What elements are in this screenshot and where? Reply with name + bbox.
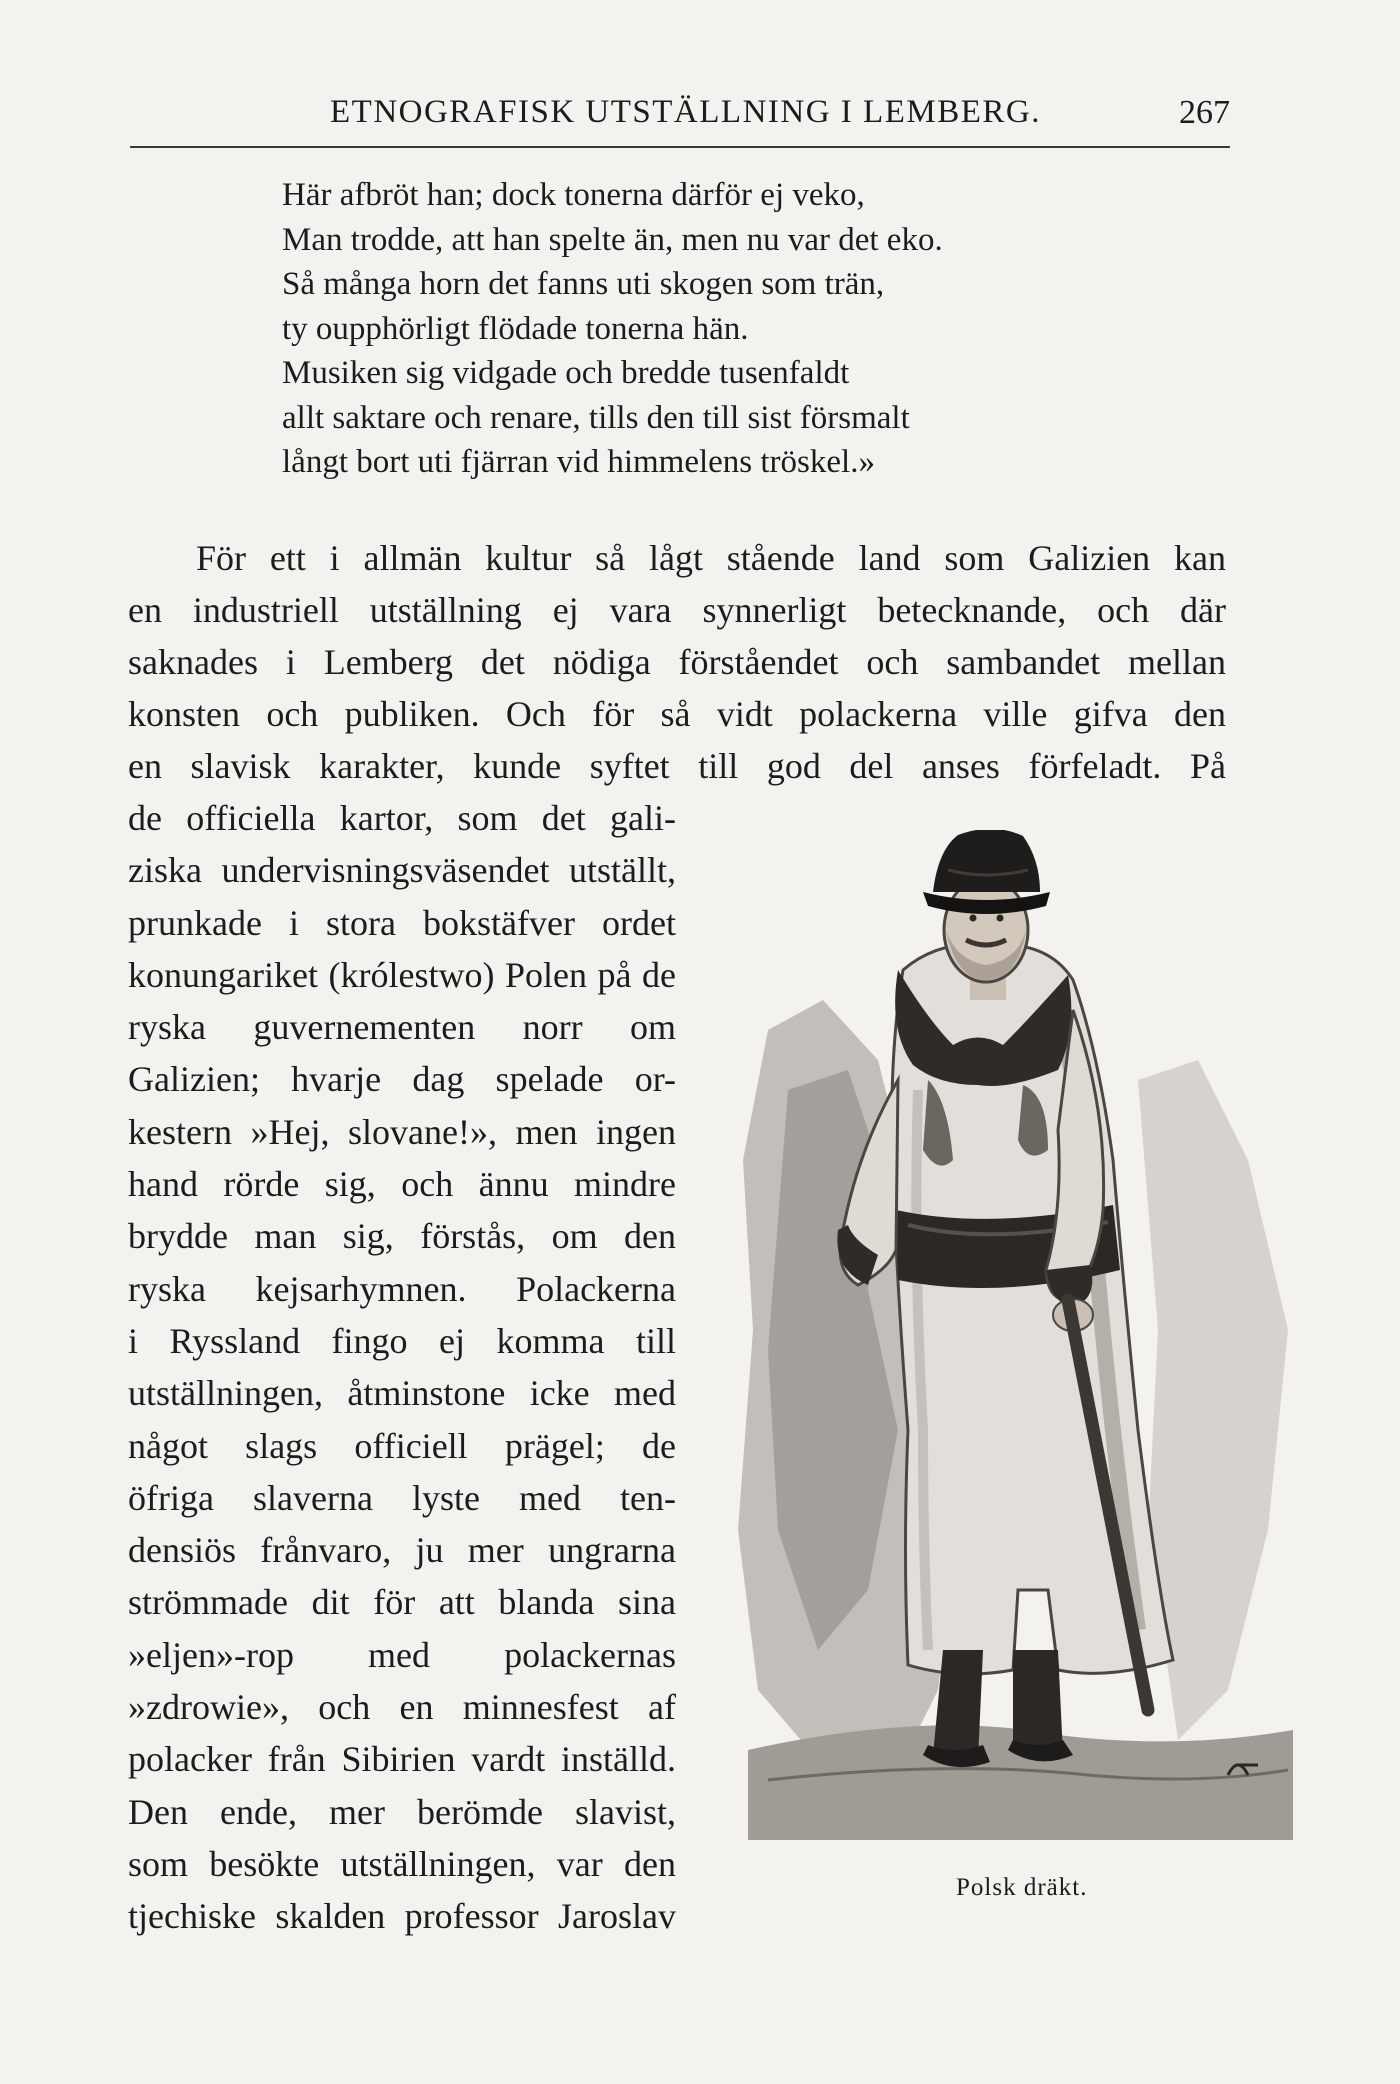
illustration-polish-costume <box>728 830 1308 1860</box>
text-line: För ett i allmän kultur så lågt stående land som Galizien kan <box>196 538 1226 578</box>
text-line: ryska kejsarhymnen. Polackerna <box>128 1268 676 1309</box>
text-line: en slavisk karakter, kunde syftet till god del anses förfeladt. På <box>128 746 1226 786</box>
text-line: »zdrowie», och en minnesfest af <box>128 1687 676 1728</box>
poem-quote <box>282 173 1122 485</box>
poem-line: allt saktare och renare, tills den till sist försmalt <box>282 399 910 436</box>
text-line: något slags officiell prägel; de <box>128 1425 676 1466</box>
figure-caption: Polsk dräkt. <box>956 1874 1088 1901</box>
text-line: som besökte utställningen, var den <box>128 1843 676 1884</box>
text-line: konsten och publiken. Och för så vidt polackerna ville gifva den <box>128 694 1226 734</box>
text-line: i Ryssland fingo ej komma till <box>128 1320 676 1361</box>
text-line: strömmade dit för att blanda sina <box>128 1582 676 1623</box>
text-line: Galizien; hvarje dag spelade or- <box>128 1059 676 1100</box>
poem-line: Musiken sig vidgade och bredde tusenfaldt <box>282 355 850 391</box>
text-line: ryska guvernementen norr om <box>128 1007 676 1048</box>
text-line: hand rörde sig, och ännu mindre <box>128 1164 676 1205</box>
text-line: kestern »Hej, slovane!», men ingen <box>128 1111 676 1152</box>
text-line: utställningen, åtminstone icke med <box>128 1373 676 1414</box>
header-rule <box>130 146 1230 148</box>
costume-figure-drawing <box>728 830 1308 1860</box>
text-line: brydde man sig, förstås, om den <box>128 1216 676 1257</box>
running-title: ETNOGRAFISK UTSTÄLLNING I LEMBERG. <box>330 94 1041 130</box>
text-line: de officiella kartor, som det gali- <box>128 798 676 838</box>
text-line: konungariket (królestwo) Polen på de <box>128 954 676 995</box>
text-line: ziska undervisningsväsendet utställt, <box>128 850 676 891</box>
body-paragraph-full-width <box>128 532 1226 792</box>
poem-line: ty oupphörligt flödade tonerna hän. <box>282 310 749 347</box>
text-line: tjechiske skalden professor Jaroslav <box>128 1896 676 1937</box>
text-line: densiös frånvaro, ju mer ungrarna <box>128 1530 676 1571</box>
poem-line: Så många horn det fanns uti skogen som trän, <box>282 266 885 302</box>
poem-line: långt bort uti fjärran vid himmelens tröskel.» <box>282 444 875 480</box>
text-line: prunkade i stora bokstäfver ordet <box>128 902 676 943</box>
text-line: öfriga slaverna lyste med ten- <box>128 1477 676 1518</box>
text-line: saknades i Lemberg det nödiga förståendet och sambandet mellan <box>128 642 1226 682</box>
text-line: »eljen»-rop med polackernas <box>128 1634 676 1675</box>
poem-line: Man trodde, att han spelte än, men nu var det eko. <box>282 221 943 258</box>
running-head <box>130 90 1230 140</box>
text-line: Den ende, mer berömde slavist, <box>128 1791 676 1832</box>
text-line: en industriell utställning ej vara synnerligt betecknande, och där <box>128 590 1226 630</box>
text-line: polacker från Sibirien vardt inställd. <box>128 1739 676 1780</box>
body-paragraph-column <box>128 792 676 1943</box>
page-number: 267 <box>1179 94 1230 131</box>
poem-line: Här afbröt han; dock tonerna därför ej veko, <box>282 177 865 213</box>
